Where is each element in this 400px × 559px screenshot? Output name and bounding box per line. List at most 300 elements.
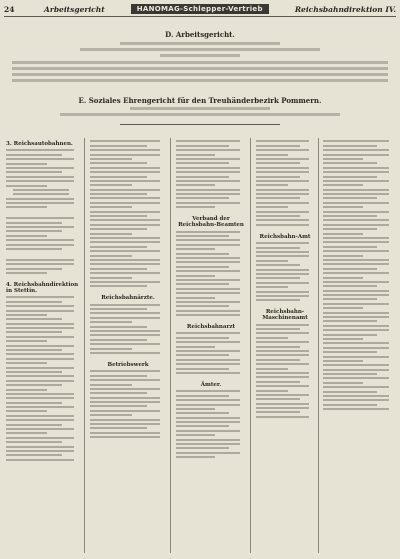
text-line xyxy=(90,312,160,314)
text-line xyxy=(256,368,288,370)
column-1 xyxy=(6,138,80,553)
text-line xyxy=(323,351,377,353)
text-line xyxy=(90,370,160,372)
text-line xyxy=(176,149,240,151)
text-line xyxy=(6,459,74,461)
text-line xyxy=(256,193,309,195)
text-line xyxy=(176,180,240,182)
text-line xyxy=(256,346,300,348)
text-line xyxy=(90,145,147,147)
text-line xyxy=(6,323,74,325)
text-line xyxy=(323,250,389,252)
text-line xyxy=(323,277,363,279)
text-line xyxy=(323,369,389,371)
text-line xyxy=(90,285,147,287)
text-line xyxy=(176,434,215,436)
text-line xyxy=(256,219,309,221)
text-line xyxy=(323,360,363,362)
text-line xyxy=(256,197,300,199)
text-line xyxy=(323,272,389,274)
text-line xyxy=(176,167,240,169)
text-line xyxy=(256,176,300,178)
text-line xyxy=(323,382,363,384)
text-line xyxy=(256,154,288,156)
text-line xyxy=(176,408,215,410)
spacer xyxy=(6,211,80,215)
text-line xyxy=(90,427,147,429)
text-line xyxy=(256,140,309,142)
text-line xyxy=(90,176,147,178)
column-2 xyxy=(90,138,166,553)
text-line xyxy=(176,310,240,312)
text-line xyxy=(176,154,215,156)
text-line xyxy=(256,162,300,164)
text-line xyxy=(323,197,377,199)
text-line xyxy=(90,392,147,394)
text-line xyxy=(256,158,309,160)
text-line xyxy=(256,332,309,334)
text-line xyxy=(256,251,309,253)
text-line xyxy=(323,399,389,401)
text-line xyxy=(323,255,363,257)
text-line xyxy=(323,320,377,322)
text-line xyxy=(6,310,74,312)
text-line xyxy=(6,437,74,439)
text-line xyxy=(256,247,300,249)
text-line xyxy=(6,384,62,386)
text-line xyxy=(176,283,229,285)
text-line xyxy=(323,237,389,239)
text-line xyxy=(90,308,147,310)
text-line xyxy=(6,349,62,351)
text-line xyxy=(323,167,389,169)
text-line xyxy=(176,359,240,361)
text-line xyxy=(90,388,160,390)
text-line xyxy=(90,263,160,265)
text-line xyxy=(176,346,215,348)
text-line xyxy=(256,416,309,418)
text-line xyxy=(6,222,62,224)
column-divider xyxy=(250,138,251,553)
text-line xyxy=(90,158,132,160)
text-line xyxy=(13,193,69,195)
text-line xyxy=(176,275,215,277)
text-line xyxy=(90,321,132,323)
text-line xyxy=(256,407,309,409)
text-line xyxy=(90,401,160,403)
text-line xyxy=(256,180,309,182)
text-line xyxy=(6,362,47,364)
text-line xyxy=(6,171,62,173)
text-line xyxy=(90,330,160,332)
text-line xyxy=(256,403,309,405)
text-line xyxy=(90,241,160,243)
text-line xyxy=(90,206,132,208)
text-line xyxy=(176,372,240,374)
text-line xyxy=(323,290,389,292)
text-line xyxy=(256,291,309,293)
text-line xyxy=(256,260,288,262)
text-line xyxy=(323,219,389,221)
text-line xyxy=(6,230,62,232)
text-line xyxy=(176,301,240,303)
column-heading: Reichsbahn-Amt xyxy=(259,233,311,240)
text-line xyxy=(6,268,62,270)
text-line xyxy=(90,281,160,283)
text-line xyxy=(256,273,309,275)
text-line xyxy=(13,189,69,191)
text-line xyxy=(90,149,160,151)
text-line xyxy=(6,367,74,369)
text-line xyxy=(90,246,147,248)
text-line xyxy=(256,381,300,383)
text-line xyxy=(176,354,229,356)
text-line xyxy=(176,206,215,208)
text-line xyxy=(176,145,229,147)
text-line xyxy=(323,184,363,186)
text-line xyxy=(176,171,240,173)
text-line xyxy=(176,297,215,299)
text-line xyxy=(176,176,229,178)
text-line xyxy=(6,336,74,338)
text-line xyxy=(6,450,74,452)
text-line xyxy=(176,197,229,199)
text-line xyxy=(256,211,309,213)
text-line xyxy=(90,352,160,354)
text-line xyxy=(176,270,240,272)
text-line xyxy=(323,316,389,318)
text-line xyxy=(323,180,389,182)
text-line xyxy=(6,446,74,448)
text-line xyxy=(323,154,389,156)
text-line xyxy=(323,329,389,331)
text-line xyxy=(6,296,74,298)
text-line xyxy=(176,430,240,432)
text-line xyxy=(12,79,388,82)
text-line xyxy=(323,307,363,309)
text-line xyxy=(90,419,160,421)
text-line xyxy=(90,375,147,377)
text-line xyxy=(256,167,309,169)
text-line xyxy=(6,217,74,219)
text-line xyxy=(90,414,132,416)
text-line xyxy=(323,241,389,243)
text-line xyxy=(90,237,160,239)
header-right-title: Reichsbahndirektion IV. xyxy=(294,4,396,14)
text-line xyxy=(90,211,160,213)
text-line xyxy=(6,239,74,241)
text-line xyxy=(176,439,240,441)
text-line xyxy=(323,408,389,410)
column-heading: 4. Reichsbahndirektion in Stettin. xyxy=(6,281,79,294)
text-line xyxy=(323,176,377,178)
page-number: 24 xyxy=(4,4,15,14)
text-line xyxy=(6,163,47,165)
text-line xyxy=(90,272,160,274)
text-line xyxy=(6,263,74,265)
text-line xyxy=(6,259,74,261)
text-line xyxy=(176,244,240,246)
text-line xyxy=(256,359,300,361)
text-line xyxy=(256,363,309,365)
text-line xyxy=(176,417,240,419)
text-line xyxy=(176,447,229,449)
text-line xyxy=(6,248,62,250)
text-line xyxy=(120,42,280,45)
text-line xyxy=(176,235,229,237)
column-3 xyxy=(176,138,246,553)
text-line xyxy=(90,410,160,412)
section-d-title: D. Arbeitsgericht. xyxy=(165,30,235,39)
text-line xyxy=(176,350,240,352)
section-rule xyxy=(120,124,280,125)
text-line xyxy=(176,314,240,316)
text-line xyxy=(176,425,229,427)
text-line xyxy=(176,193,240,195)
text-line xyxy=(256,328,300,330)
column-heading: 3. Reichsautobahnen. xyxy=(6,141,73,147)
text-line xyxy=(323,373,377,375)
text-line xyxy=(323,395,389,397)
text-line xyxy=(176,341,240,343)
text-line xyxy=(12,61,388,64)
text-line xyxy=(323,347,389,349)
text-line xyxy=(6,380,74,382)
text-line xyxy=(323,259,389,261)
text-line xyxy=(6,410,47,412)
text-line xyxy=(90,259,160,261)
text-line xyxy=(90,167,160,169)
text-line xyxy=(6,167,74,169)
column-4 xyxy=(256,138,314,553)
text-line xyxy=(176,452,240,454)
text-line xyxy=(90,184,132,186)
text-line xyxy=(6,345,74,347)
text-line xyxy=(90,304,160,306)
text-line xyxy=(256,411,300,413)
text-line xyxy=(6,305,74,307)
text-line xyxy=(256,394,309,396)
text-line xyxy=(323,193,389,195)
page-header xyxy=(4,3,396,15)
text-line xyxy=(323,285,377,287)
text-line xyxy=(256,277,300,279)
text-line xyxy=(256,354,309,356)
column-5 xyxy=(323,138,395,553)
text-line xyxy=(90,219,160,221)
text-line xyxy=(90,255,132,257)
text-line xyxy=(176,363,240,365)
column-heading: Reichsbahn-Maschinenamt xyxy=(262,309,308,322)
text-line xyxy=(256,202,309,204)
text-line xyxy=(90,277,132,279)
text-line xyxy=(256,149,309,151)
text-line xyxy=(90,171,160,173)
text-line xyxy=(6,340,47,342)
section-e-title: E. Soziales Ehrengericht für den Treuhänderbezirk Pommern. xyxy=(78,96,322,105)
text-line xyxy=(80,48,320,51)
text-line xyxy=(176,399,240,401)
column-heading: Betriebswerk xyxy=(107,361,149,368)
text-line xyxy=(256,341,309,343)
text-line xyxy=(323,312,389,314)
text-line xyxy=(6,235,47,237)
text-line xyxy=(6,272,47,274)
text-line xyxy=(176,248,215,250)
text-line xyxy=(6,318,62,320)
text-line xyxy=(176,162,229,164)
column-heading: Reichsbahnärzte. xyxy=(101,295,155,302)
text-line xyxy=(90,343,160,345)
column-heading: Ämter. xyxy=(200,381,222,388)
text-line xyxy=(323,386,389,388)
text-line xyxy=(6,301,62,303)
text-line xyxy=(323,162,377,164)
text-line xyxy=(6,397,74,399)
text-line xyxy=(256,184,288,186)
text-line xyxy=(6,244,74,246)
text-line xyxy=(256,206,288,208)
text-line xyxy=(90,339,147,341)
text-line xyxy=(256,189,309,191)
text-line xyxy=(176,266,229,268)
text-line xyxy=(90,348,132,350)
text-line xyxy=(176,404,240,406)
text-line xyxy=(6,432,47,434)
text-line xyxy=(6,176,74,178)
text-line xyxy=(90,215,147,217)
text-line xyxy=(256,224,309,226)
text-line xyxy=(90,197,160,199)
text-line xyxy=(256,242,309,244)
text-line xyxy=(256,390,288,392)
text-line xyxy=(6,149,74,151)
text-line xyxy=(90,228,147,230)
text-line xyxy=(323,377,389,379)
text-line xyxy=(176,456,215,458)
text-line xyxy=(176,368,229,370)
text-line xyxy=(256,324,309,326)
text-line xyxy=(323,246,377,248)
text-line xyxy=(90,405,147,407)
column-heading: Reichsbahnarzt xyxy=(186,324,236,331)
text-line xyxy=(90,250,160,252)
text-line xyxy=(90,334,160,336)
text-line xyxy=(6,393,74,395)
text-line xyxy=(90,423,160,425)
header-rule xyxy=(4,16,396,17)
text-line xyxy=(176,279,240,281)
text-line xyxy=(90,180,160,182)
text-line xyxy=(6,327,74,329)
text-line xyxy=(60,113,340,116)
text-line xyxy=(176,140,240,142)
text-line xyxy=(6,154,62,156)
text-line xyxy=(6,314,47,316)
text-line xyxy=(176,253,229,255)
text-line xyxy=(323,145,377,147)
text-line xyxy=(90,140,160,142)
text-line xyxy=(323,206,363,208)
text-line xyxy=(323,334,377,336)
text-line xyxy=(323,189,389,191)
text-line xyxy=(6,226,74,228)
text-line xyxy=(6,158,74,160)
text-line xyxy=(6,424,62,426)
text-line xyxy=(90,436,160,438)
text-line xyxy=(6,415,74,417)
text-line xyxy=(176,158,240,160)
text-line xyxy=(256,171,309,173)
text-line xyxy=(256,299,300,301)
text-line xyxy=(256,269,309,271)
text-line xyxy=(256,282,309,284)
text-line xyxy=(323,268,377,270)
text-line xyxy=(176,395,229,397)
text-line xyxy=(176,292,240,294)
text-line xyxy=(256,295,309,297)
text-line xyxy=(90,224,160,226)
text-line xyxy=(176,443,240,445)
text-line xyxy=(256,255,309,257)
text-line xyxy=(90,189,160,191)
text-line xyxy=(90,193,147,195)
text-line xyxy=(90,384,132,386)
text-line xyxy=(6,371,62,373)
text-line xyxy=(176,189,240,191)
text-line xyxy=(90,202,160,204)
text-line xyxy=(176,288,240,290)
text-line xyxy=(323,263,389,265)
text-line xyxy=(323,303,389,305)
column-divider xyxy=(84,138,85,553)
text-line xyxy=(6,185,47,187)
text-line xyxy=(6,454,62,456)
text-line xyxy=(6,419,74,421)
text-line xyxy=(256,264,300,266)
text-line xyxy=(323,233,363,235)
column-divider xyxy=(170,138,171,553)
text-line xyxy=(6,402,62,404)
text-line xyxy=(323,325,389,327)
text-line xyxy=(323,391,377,393)
text-line xyxy=(323,364,389,366)
text-line xyxy=(176,231,240,233)
text-line xyxy=(176,337,229,339)
text-line xyxy=(256,145,300,147)
text-line xyxy=(6,202,74,204)
text-line xyxy=(90,379,160,381)
text-line xyxy=(256,372,309,374)
text-line xyxy=(323,215,377,217)
column-divider xyxy=(318,138,319,553)
text-line xyxy=(176,421,240,423)
text-line xyxy=(6,428,74,430)
text-line xyxy=(256,215,300,217)
text-line xyxy=(176,257,240,259)
header-left-title: Arbeitsgericht xyxy=(44,4,105,14)
text-line xyxy=(323,342,389,344)
text-line xyxy=(90,162,147,164)
text-line xyxy=(323,140,389,142)
text-line xyxy=(6,441,62,443)
text-line xyxy=(323,171,389,173)
text-line xyxy=(323,298,377,300)
text-line xyxy=(90,432,160,434)
text-line xyxy=(90,317,160,319)
text-line xyxy=(6,389,47,391)
advertising-banner: HANOMAG-Schlepper-Vertrieb xyxy=(131,4,269,14)
